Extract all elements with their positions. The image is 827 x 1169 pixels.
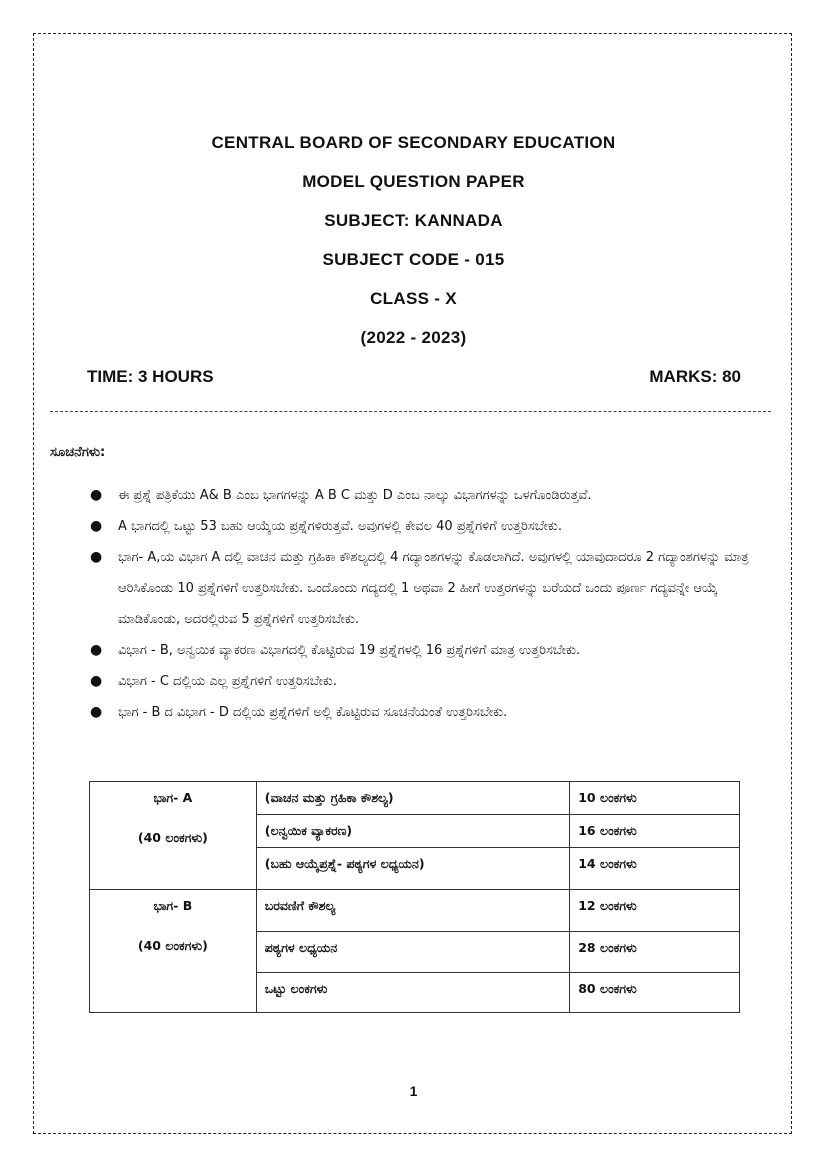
score-cell: 12 ಲಂಕಗಳು <box>570 890 740 932</box>
marks-label: MARKS: 80 <box>649 367 741 386</box>
section-cell: ಒಟ್ಟು ಲಂಕಗಳು <box>256 973 569 1013</box>
marks-distribution-table <box>89 781 740 1013</box>
table-row <box>90 890 740 932</box>
score-cell: 80 ಲಂಕಗಳು <box>570 973 740 1013</box>
section-cell: (ವಾಚನ ಮತ್ತು ಗ್ರಹಿಕಾ ಕೌಶಲ್ಯ) <box>256 782 569 815</box>
subject-code: SUBJECT CODE - 015 <box>322 250 505 269</box>
bullet-icon: ● <box>90 518 103 534</box>
instruction-text: ಭಾಗ - B ದ ವಿಭಾಗ - D ದಲ್ಲಿಯ ಪ್ರಶ್ನೆಗಳಿಗೆ ಅಲ್ಲಿ ಕೊಟ್ಟಿರುವ ಸೂಚನೆಯಂತೆ ಉತ್ತರಿಸಬೇಕು. <box>118 705 508 720</box>
part-b-cell <box>90 890 257 1013</box>
section-cell: ಪಠ್ಯಗಳ ಲಧ್ಯಯನ <box>256 932 569 973</box>
list-item <box>90 511 780 542</box>
score-cell: 28 ಲಂಕಗಳು <box>570 932 740 973</box>
instructions-title: ಸೂಚನೆಗಳು: <box>50 445 106 460</box>
part-a-name: ಭಾಗ- A <box>153 790 193 805</box>
time-label: TIME: 3 HOURS <box>87 367 214 386</box>
bullet-icon: ● <box>90 642 103 658</box>
score-cell: 10 ಲಂಕಗಳು <box>570 782 740 815</box>
list-item <box>90 697 780 728</box>
instruction-text: A ಭಾಗದಲ್ಲಿ ಒಟ್ಟು 53 ಬಹು ಆಯ್ಕೆಯ ಪ್ರಶ್ನೆಗಳಿರುತ್ತವೆ. ಅವುಗಳಲ್ಲಿ ಕೇವಲ 40 ಪ್ರಶ್ನೆಗಳಿಗೆ ಉತ್ತರಿಸಬೇಕು. <box>118 519 563 534</box>
instruction-text: ಈ ಪ್ರಶ್ನೆ ಪತ್ರಿಕೆಯು A& B ಎಂಬ ಭಾಗಗಳನ್ನು A B C ಮತ್ತು D ಎಂಬ ನಾಲ್ಕು ವಿಭಾಗಗಳನ್ನು ಒಳಗೊಂಡಿರುತ್ತವೆ. <box>118 488 592 503</box>
list-item <box>90 635 780 666</box>
instructions-list <box>90 480 780 728</box>
board-title: CENTRAL BOARD OF SECONDARY EDUCATION <box>211 133 616 152</box>
subject-title: SUBJECT: KANNADA <box>324 211 503 230</box>
instruction-text: ವಿಭಾಗ - C ದಲ್ಲಿಯ ಎಲ್ಲ ಪ್ರಶ್ನೆಗಳಿಗೆ ಉತ್ತರಿಸಬೇಕು. <box>118 674 337 689</box>
list-item <box>90 480 780 511</box>
list-item <box>90 666 780 697</box>
session-label: (2022 - 2023) <box>360 328 467 347</box>
list-item <box>90 542 780 635</box>
class-label: CLASS - X <box>370 289 457 308</box>
table-row <box>90 782 740 815</box>
bullet-icon: ● <box>90 704 103 720</box>
section-cell: (ಲನ್ವಯಿಕ ವ್ಯಾಕರಣ) <box>256 815 569 848</box>
part-b-marks: (40 ಲಂಕಗಳು) <box>137 938 208 953</box>
score-cell: 16 ಲಂಕಗಳು <box>570 815 740 848</box>
bullet-icon: ● <box>90 487 103 503</box>
section-cell: (ಬಹು ಆಯ್ಕೆಪ್ರಶ್ನೆ- ಪಠ್ಯಗಳ ಲಧ್ಯಯನ) <box>256 848 569 890</box>
section-cell: ಬರವಣಿಗೆ ಕೌಶಲ್ಯ <box>256 890 569 932</box>
part-a-marks: (40 ಲಂಕಗಳು) <box>137 830 208 845</box>
part-b-name: ಭಾಗ- B <box>153 898 193 913</box>
paper-type: MODEL QUESTION PAPER <box>302 172 525 191</box>
divider <box>50 411 771 412</box>
bullet-icon: ● <box>90 549 103 565</box>
page-number: 1 <box>409 1083 418 1099</box>
bullet-icon: ● <box>90 673 103 689</box>
instruction-text: ವಿಭಾಗ - B, ಅನ್ವಯಿಕ ವ್ಯಾಕರಣ ವಿಭಾಗದಲ್ಲಿ ಕೊಟ್ಟಿರುವ 19 ಪ್ರಶ್ನೆಗಳಲ್ಲಿ 16 ಪ್ರಶ್ನೆಗಳಿಗೆ ಮಾತ್ರ ಉತ್ತರಿಸಬೇಕು. <box>118 643 581 658</box>
score-cell: 14 ಲಂಕಗಳು <box>570 848 740 890</box>
part-a-cell <box>90 782 257 890</box>
instruction-text: ಭಾಗ- A,ಯ ವಿಭಾಗ A ದಲ್ಲಿ ವಾಚನ ಮತ್ತು ಗ್ರಹಿಕಾ ಕೌಶಲ್ಯದಲ್ಲಿ 4 ಗದ್ಯಾಂಶಗಳನ್ನು ಕೊಡಲಾಗಿದೆ. ಅವುಗಳಲ್ಲಿ ಯಾವುದಾದರೂ 2 ಗದ್ಯಾಂಶಗಳನ್ನು ಮಾತ್ರ ಆರಿಸಿಕೊಂಡು 10 ಪ್ರಶ್ನೆಗಳಿಗೆ ಉತ್ತರಿಸಬೇಕು. ಒಂದೊಂದು ಗದ್ಯದಲ್ಲಿ 1 ಅಥವಾ 2 ಹೀಗೆ ಉತ್ತರಗಳನ್ನು ಬರೆಯದೆ ಒಂದು ಪೂರ್ಣ ಗದ್ಯವನ್ನೇ ಆಯ್ಕೆ ಮಾಡಿಕೊಂಡು, ಅದರಲ್ಲಿರುವ 5 ಪ್ರಶ್ನೆಗಳಿಗೆ ಉತ್ತರಿಸಬೇಕು. <box>118 550 749 627</box>
